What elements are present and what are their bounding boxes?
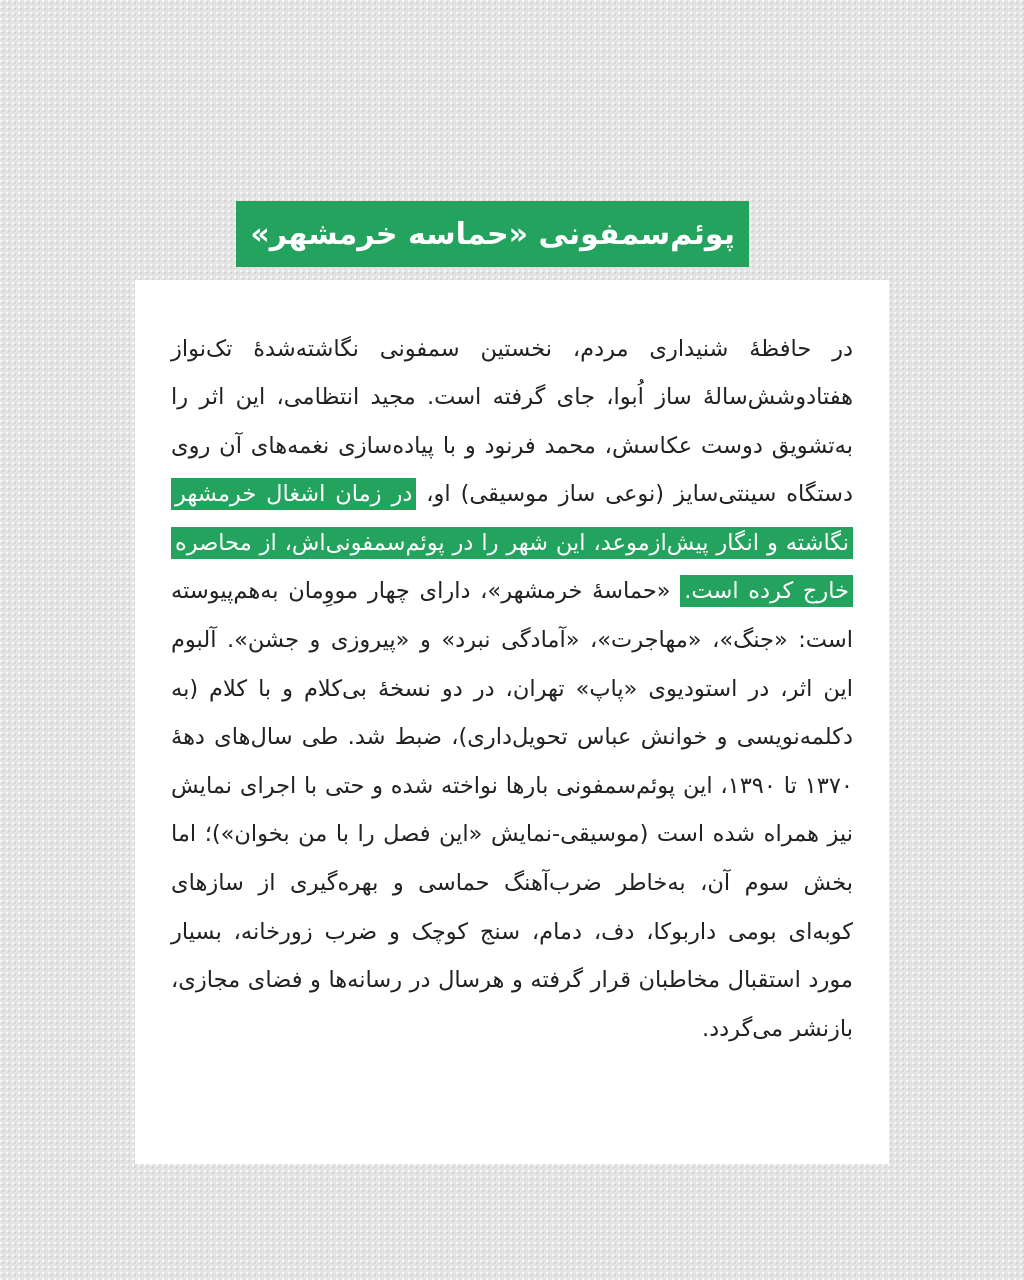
title-banner — [236, 201, 749, 267]
page-title: پوئم‌سمفونی «حماسه خرمشهر» — [250, 216, 735, 252]
article-card — [135, 280, 889, 1164]
body-text-before: در حافظهٔ شنیداری مردم، نخستین سمفونی نگاشته‌شدهٔ تک‌نواز هفتادوشش‌سالهٔ ساز اُبوا، جای گرفته است. مجید انتظامی، این اثر را به‌تشویق دوست عکاسش، محمد فرنود و با پیاده‌سازی نغمه‌های آن روی دستگاه سینتی‌سایز (نوعی ساز موسیقی) او، — [171, 335, 853, 508]
body-text-after: «حماسهٔ خرمشهر»، دارای چهار مووِمان به‌هم‌پیوسته است: «جنگ»، «مهاجرت»، «آمادگی نبرد» و «پیروزی و جشن». آلبوم این اثر، در استودیوی «پاپ» تهران، در دو نسخهٔ بی‌کلام و با کلام (به دکلمه‌نویسی و خوانش عباس تحویل‌داری)، ضبط شد. طی سال‌های دههٔ ۱۳۷۰ تا ۱۳۹۰، این پوئم‌سمفونی بارها نواخته شده و حتی با اجرای نمایش نیز همراه شده است (موسیقی-نمایش «این فصل را با من بخوان»)؛ اما بخش سوم آن، به‌خاطر ضرب‌آهنگ حماسی و بهره‌گیری از سازهای کوبه‌ای بومی داربوکا، دف، دمام، سنج کوچک و ضرب زورخانه، بسیار مورد استقبال مخاطبان قرار گرفته و هرسال در رسانه‌ها و فضای مجازی، بازنشر می‌گردد. — [171, 578, 853, 1042]
article-body — [135, 303, 889, 1054]
highlighted-passage: در زمان اشغال خرمشهر نگاشته و انگار پیش‌ازموعد، این شهر را در پوئم‌سمفونی‌اش، از محاصره خارج کرده است. — [171, 478, 853, 607]
